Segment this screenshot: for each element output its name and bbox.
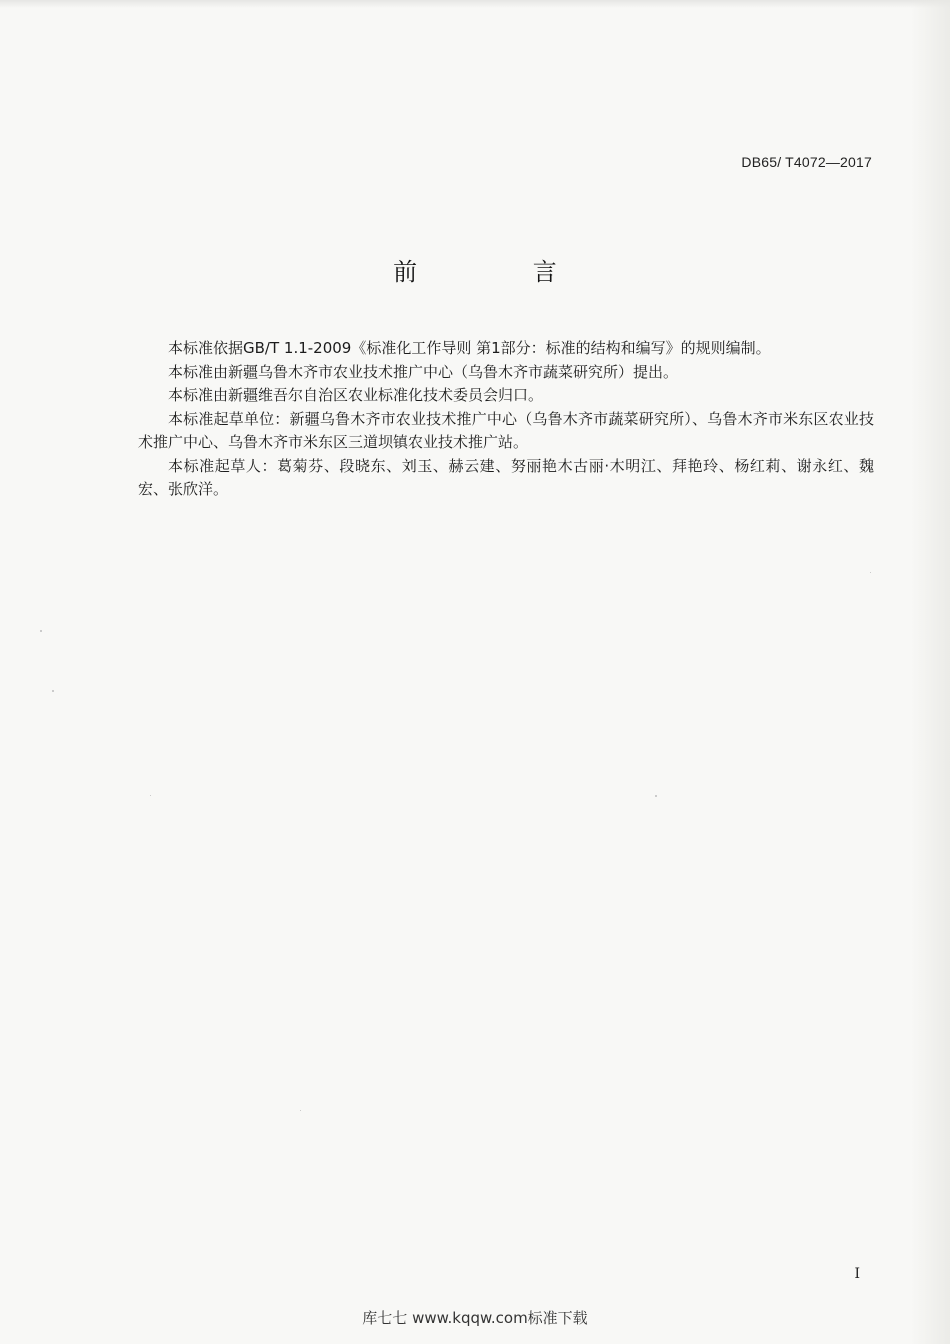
paragraph-drafters: 本标准起草人：葛菊芬、段晓东、刘玉、赫云建、努丽艳木古丽·木明江、拜艳玲、杨红莉、谢永红、魏宏、张欣洋。 — [138, 456, 874, 498]
watermark-text: 库七七 www.kqqw.com标准下载 — [362, 1309, 588, 1327]
page-title: 前 言 — [393, 258, 611, 286]
paragraph-drafting-units: 本标准起草单位：新疆乌鲁木齐市农业技术推广中心（乌鲁木齐市蔬菜研究所）、乌鲁木齐市米东区农业技术推广中心、乌鲁木齐市米东区三道坝镇农业技术推广站。 — [138, 409, 874, 451]
paragraph-basis: 本标准依据GB/T 1.1-2009《标准化工作导则 第1部分：标准的结构和编写》的规则编制。 — [168, 339, 771, 357]
scan-speck — [870, 572, 871, 573]
scan-speck — [40, 630, 42, 632]
paragraph-proposer: 本标准由新疆乌鲁木齐市农业技术推广中心（乌鲁木齐市蔬菜研究所）提出。 — [168, 362, 679, 381]
scan-speck — [52, 690, 54, 692]
scan-edge-right — [910, 0, 950, 1344]
scan-speck — [655, 795, 657, 797]
scan-edge-top — [0, 0, 950, 8]
scan-speck — [150, 795, 151, 796]
page-number: I — [854, 1266, 860, 1282]
document-code: DB65/ T4072—2017 — [741, 154, 872, 170]
foreword-body — [138, 337, 874, 502]
scan-speck — [300, 1110, 301, 1111]
paragraph-committee: 本标准由新疆维吾尔自治区农业标准化技术委员会归口。 — [168, 386, 544, 404]
